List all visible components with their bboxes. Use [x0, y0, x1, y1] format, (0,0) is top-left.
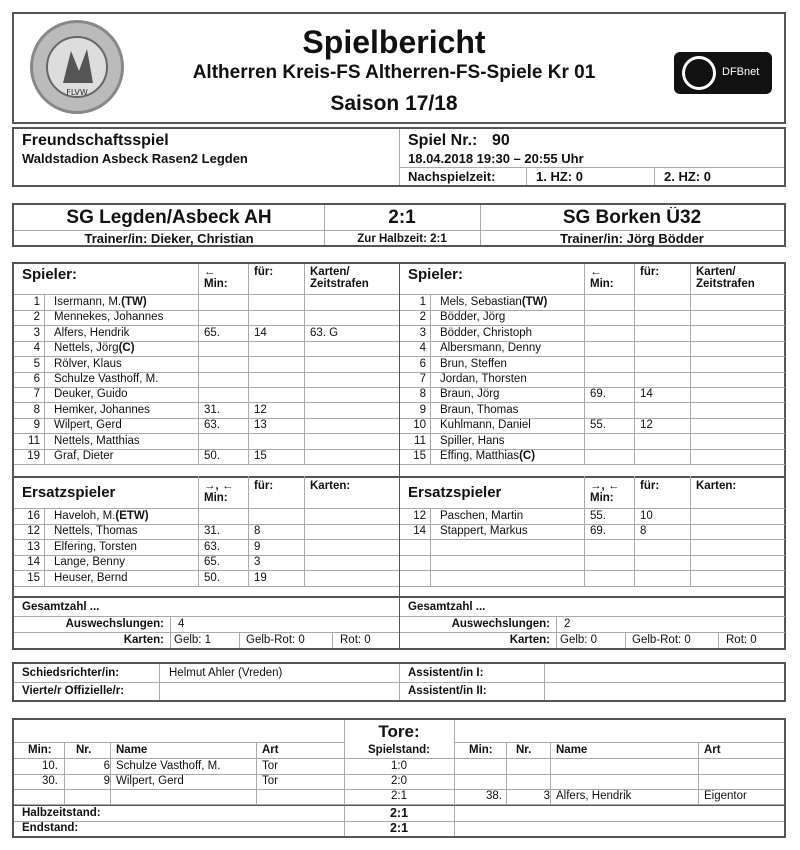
home-player-nr: 3	[33, 326, 40, 339]
home-sub-name	[54, 509, 204, 524]
away-sub-fuer-header: für:	[640, 480, 660, 492]
home-karten-header-1: Karten/	[310, 266, 350, 278]
home-sub-name	[54, 540, 204, 555]
home-sub-name	[54, 555, 204, 570]
season-title: Saison 17/18	[330, 92, 458, 115]
spielstand-header: Spielstand:	[368, 744, 430, 756]
goal-score: 1:0	[391, 760, 407, 772]
home-trainer: Trainer/in: Dieker, Christian	[84, 231, 254, 246]
final-score: 2:1	[388, 207, 416, 228]
player-name-text: Jordan, Thorsten	[440, 373, 527, 385]
away-player-nr: 4	[419, 342, 426, 355]
sub-name-text: Elfering, Torsten	[54, 540, 137, 553]
away-sub-name	[440, 509, 590, 524]
sub-name-text: Haveloh, M.	[54, 510, 116, 522]
halftime-score: Zur Halbzeit: 2:1	[357, 233, 447, 245]
away-player-name	[440, 434, 590, 449]
home-player-min: 31.	[204, 403, 220, 416]
player-name-text: Braun, Jörg	[440, 388, 500, 401]
home-player-min: 63.	[204, 419, 220, 432]
home-player-min: 50.	[204, 450, 220, 462]
goals-away-name-header: Name	[556, 744, 588, 756]
players-box	[12, 262, 786, 650]
home-sub-fuer: 8	[254, 525, 261, 538]
away-min-arrow: ←	[590, 266, 602, 278]
away-sub-min: 55.	[590, 510, 606, 522]
goal-score: 2:0	[391, 775, 407, 787]
header-box	[12, 12, 786, 124]
home-team-name: SG Legden/Asbeck AH	[66, 207, 272, 228]
away-gesamt-label: Gesamtzahl ...	[408, 601, 486, 613]
home-sub-name	[54, 571, 204, 586]
away-spieler-header: Spieler:	[408, 266, 464, 283]
home-sub-fuer: 19	[254, 571, 267, 584]
player-role-tag: (TW)	[521, 296, 548, 308]
halftime-result: 2:1	[389, 806, 409, 820]
away-fuer-header: für:	[640, 266, 660, 278]
home-rot-count: Rot: 0	[340, 634, 371, 646]
home-player-nr: 1	[33, 296, 40, 308]
home-gesamt-label: Gesamtzahl ...	[22, 601, 100, 613]
player-name-text: Bödder, Jörg	[440, 311, 506, 324]
player-name-text: Schulze Vasthoff, M.	[54, 373, 159, 385]
sub-name-text: Paschen, Martin	[440, 510, 524, 522]
away-player-nr: 3	[419, 326, 426, 339]
final-label: Endstand:	[22, 822, 79, 834]
match-datetime: 18.04.2018 19:30 – 20:55 Uhr	[408, 151, 584, 166]
home-player-name	[54, 434, 204, 449]
goal-home-art: Tor	[262, 760, 278, 772]
away-min-header: Min:	[590, 278, 614, 290]
halftime-label: Halbzeitstand:	[22, 807, 101, 819]
away-team-name: SG Borken Ü32	[562, 207, 702, 228]
goal-away-min: 38.	[486, 790, 502, 802]
home-ausw-label: Auswechslungen:	[65, 618, 164, 630]
away-sub-fuer: 10	[640, 510, 653, 522]
away-player-nr: 15	[413, 450, 426, 462]
competition-title: Altherren Kreis-FS Altherren-FS-Spiele Kr 01	[192, 62, 596, 83]
player-name-text: Brun, Steffen	[440, 357, 507, 370]
home-ausw-count: 4	[178, 618, 185, 630]
home-player-nr: 2	[33, 311, 40, 324]
home-player-nr: 6	[33, 373, 40, 385]
away-player-min: 69.	[590, 388, 606, 401]
final-result: 2:1	[389, 821, 409, 835]
second-half-extra: 2. HZ: 0	[664, 169, 711, 184]
home-player-fuer: 15	[254, 450, 267, 462]
home-player-name	[54, 310, 204, 325]
away-player-fuer: 14	[640, 388, 653, 401]
away-player-name	[440, 387, 590, 402]
association-logo	[30, 20, 124, 114]
away-player-name	[440, 310, 590, 325]
home-player-fuer: 13	[254, 419, 267, 432]
home-player-nr: 11	[28, 434, 40, 447]
away-player-name	[440, 403, 590, 418]
home-sub-nr: 12	[27, 525, 40, 538]
teams-box	[12, 203, 786, 247]
away-player-name	[440, 295, 590, 310]
first-half-extra: 1. HZ: 0	[536, 169, 583, 184]
home-sub-fuer-header: für:	[254, 480, 274, 492]
home-sub-min: 63.	[204, 540, 220, 553]
goal-home-art: Tor	[262, 775, 278, 787]
goals-home-art-header: Art	[262, 744, 279, 756]
player-name-text: Hemker, Johannes	[54, 403, 150, 416]
player-name-text: Nettels, Jörg	[54, 342, 119, 355]
away-player-nr: 7	[419, 373, 426, 385]
away-player-name	[440, 418, 590, 433]
player-name-text: Graf, Dieter	[54, 450, 114, 462]
sub-name-text: Stappert, Markus	[440, 525, 528, 538]
player-name-text: Effing, Matthias	[440, 450, 520, 462]
player-name-text: Nettels, Matthias	[54, 434, 140, 447]
home-min-header: Min:	[204, 278, 228, 290]
goals-away-art-header: Art	[704, 744, 721, 756]
away-sub-name	[440, 524, 590, 539]
player-name-text: Isermann, M.	[54, 296, 122, 308]
home-sub-fuer: 9	[254, 540, 261, 553]
home-karten-sum-label: Karten:	[123, 634, 164, 646]
away-karten-header-1: Karten/	[696, 266, 736, 278]
player-name-text: Mennekes, Johannes	[54, 311, 164, 324]
home-sub-nr: 14	[27, 556, 40, 569]
fourth-official-label: Vierte/r Offizielle/r:	[22, 685, 125, 697]
home-fuer-header: für:	[254, 266, 274, 278]
goal-score: 2:1	[391, 790, 407, 802]
away-trainer: Trainer/in: Jörg Bödder	[560, 231, 704, 246]
home-player-name	[54, 387, 204, 402]
home-player-name	[54, 449, 204, 464]
home-player-name	[54, 326, 204, 341]
home-player-nr: 8	[33, 403, 40, 416]
home-player-name	[54, 295, 204, 310]
goals-title: Tore:	[378, 722, 420, 741]
away-sub-nr: 14	[413, 525, 426, 538]
player-name-text: Bödder, Christoph	[440, 326, 533, 339]
home-sub-nr: 13	[27, 540, 40, 553]
goal-away-art: Eigentor	[704, 790, 747, 802]
player-name-text: Deuker, Guido	[54, 388, 128, 401]
home-player-name	[54, 418, 204, 433]
away-rot-count: Rot: 0	[726, 634, 757, 646]
home-player-name	[54, 357, 204, 372]
goal-away-nr: 3	[543, 790, 550, 802]
goals-away-min-header: Min:	[469, 744, 493, 756]
home-sub-fuer: 3	[254, 556, 261, 569]
goal-home-min: 10.	[42, 760, 58, 772]
assistant1-label: Assistent/in I:	[408, 667, 484, 679]
officials-box	[12, 662, 786, 702]
svg-text:FLVW: FLVW	[66, 88, 88, 97]
sub-name-text: Nettels, Thomas	[54, 525, 138, 538]
away-player-name	[440, 372, 590, 387]
away-player-nr: 9	[419, 403, 426, 416]
away-sub-min: 69.	[590, 525, 606, 538]
home-sub-name	[54, 524, 204, 539]
player-role-tag: (TW)	[121, 296, 147, 308]
away-player-nr: 10	[413, 419, 426, 432]
away-karten-header-2: Zeitstrafen	[696, 278, 755, 290]
sub-role-tag: (ETW)	[115, 510, 149, 522]
away-player-fuer: 12	[640, 419, 653, 432]
player-name-text: Kuhlmann, Daniel	[440, 419, 531, 432]
away-player-name	[440, 449, 590, 464]
away-sub-arrows: →, ←	[590, 480, 620, 492]
goal-home-nr: 6	[103, 760, 110, 772]
home-player-name	[54, 372, 204, 387]
sub-name-text: Lange, Benny	[54, 556, 125, 569]
referee-label: Schiedsrichter/in:	[22, 667, 120, 679]
away-player-nr: 6	[419, 357, 426, 370]
away-gelb-count: Gelb: 0	[560, 634, 598, 646]
away-sub-fuer: 8	[640, 525, 647, 538]
home-sub-min: 50.	[204, 571, 220, 584]
goal-home-name: Wilpert, Gerd	[116, 775, 184, 787]
home-sub-nr: 15	[27, 571, 40, 584]
away-player-nr: 1	[419, 296, 426, 308]
home-sub-nr: 16	[27, 510, 40, 522]
away-ausw-count: 2	[564, 618, 571, 630]
away-player-min: 55.	[590, 419, 606, 432]
player-name-text: Rölver, Klaus	[54, 357, 122, 370]
player-role-tag: (C)	[519, 450, 536, 462]
home-sub-min-header: Min:	[204, 492, 228, 504]
player-name-text: Mels, Sebastian	[440, 296, 522, 308]
player-name-text: Alfers, Hendrik	[54, 326, 130, 339]
home-ersatz-header: Ersatzspieler	[22, 484, 116, 501]
dfbnet-logo	[674, 52, 772, 94]
home-player-name	[54, 403, 204, 418]
goal-home-min: 30.	[42, 775, 58, 787]
match-number: 90	[492, 132, 510, 149]
home-sub-min: 65.	[204, 556, 220, 569]
goals-home-min-header: Min:	[28, 744, 52, 756]
home-gelbrot-count: Gelb-Rot: 0	[246, 634, 305, 646]
player-name-text: Braun, Thomas	[440, 403, 519, 416]
page-title: Spielbericht	[302, 24, 486, 60]
home-player-min: 65.	[204, 326, 220, 339]
home-gelb-count: Gelb: 1	[174, 634, 212, 646]
goals-box	[12, 718, 786, 838]
away-sub-nr: 12	[413, 510, 426, 522]
goals-home-name-header: Name	[116, 744, 148, 756]
home-player-name	[54, 341, 204, 356]
home-spieler-header: Spieler:	[22, 266, 78, 283]
away-sub-min-header: Min:	[590, 492, 614, 504]
player-name-text: Wilpert, Gerd	[54, 419, 122, 432]
player-name-text: Albersmann, Denny	[440, 342, 541, 355]
goals-home-nr-header: Nr.	[76, 744, 92, 756]
referee-name: Helmut Ahler (Vreden)	[169, 667, 283, 679]
home-player-nr: 19	[27, 450, 40, 462]
assistant2-label: Assistent/in II:	[408, 685, 487, 697]
venue: Waldstadion Asbeck Rasen2 Legden	[22, 151, 248, 166]
home-player-nr: 5	[33, 357, 40, 370]
away-sub-karten-header: Karten:	[696, 480, 737, 492]
home-sub-min: 31.	[204, 525, 220, 538]
goal-home-name: Schulze Vasthoff, M.	[116, 760, 221, 772]
home-sub-karten-header: Karten:	[310, 480, 351, 492]
dfb-emblem-icon	[682, 56, 716, 90]
home-min-arrow: ←	[204, 266, 216, 278]
goal-away-name: Alfers, Hendrik	[556, 790, 632, 802]
home-player-fuer: 14	[254, 326, 267, 339]
away-player-nr: 11	[414, 434, 426, 447]
away-karten-sum-label: Karten:	[509, 634, 550, 646]
goal-home-nr: 9	[103, 775, 110, 787]
away-player-nr: 8	[419, 388, 426, 401]
away-player-name	[440, 341, 590, 356]
player-name-text: Spiller, Hans	[440, 434, 505, 447]
player-role-tag: (C)	[118, 342, 135, 355]
dfbnet-label: DFBnet	[722, 66, 760, 78]
away-ausw-label: Auswechslungen:	[451, 618, 550, 630]
away-player-name	[440, 357, 590, 372]
home-karten-header-2: Zeitstrafen	[310, 278, 369, 290]
home-player-nr: 7	[33, 388, 40, 401]
away-ersatz-header: Ersatzspieler	[408, 484, 502, 501]
goals-away-nr-header: Nr.	[516, 744, 532, 756]
home-player-karten: 63. G	[310, 326, 339, 339]
home-player-nr: 9	[33, 419, 40, 432]
nachspielzeit-label: Nachspielzeit:	[408, 169, 496, 184]
match-info-box	[12, 127, 786, 187]
home-player-nr: 4	[33, 342, 40, 355]
home-player-fuer: 12	[254, 403, 267, 416]
away-gelbrot-count: Gelb-Rot: 0	[632, 634, 691, 646]
match-number-label: Spiel Nr.:	[408, 132, 478, 149]
match-type: Freundschaftsspiel	[22, 132, 169, 149]
home-sub-arrows: →, ←	[204, 480, 234, 492]
away-player-name	[440, 326, 590, 341]
away-player-nr: 2	[419, 311, 426, 324]
sub-name-text: Heuser, Bernd	[54, 571, 128, 584]
